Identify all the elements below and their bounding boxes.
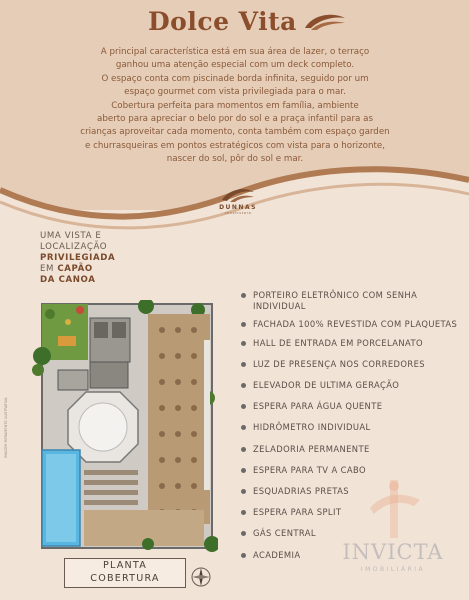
developer-name: DUNNAS: [219, 204, 257, 211]
brand: [148, 4, 347, 38]
watermark-name: INVICTA: [342, 540, 444, 564]
intro-line: nascer do sol, pôr do sol e mar.: [166, 154, 304, 165]
intro-line: O espaço conta com piscinade borda infinita, seguido por um: [101, 73, 369, 84]
watermark: [320, 478, 466, 598]
headline-line-bold: CAPÃO: [57, 264, 93, 274]
headline-line: UMA VISTA E: [40, 231, 102, 241]
feature-item: ESQUADRIAS PRETAS: [241, 486, 466, 497]
headline-line: DA CANOA: [40, 275, 96, 285]
intro-line: espaço gourmet com vista privilegiada para o mar.: [124, 87, 346, 98]
brand-name: Dolce Vita: [148, 6, 297, 36]
feature-item: HIDRÔMETRO INDIVIDUAL: [241, 422, 466, 433]
feature-item: ESPERA PARA SPLIT: [241, 507, 466, 518]
feature-item: ELEVADOR DE ULTIMA GERAÇÃO: [241, 380, 466, 391]
plan-caption: [64, 558, 186, 588]
developer-logo: [208, 184, 268, 215]
intro-text: [40, 46, 430, 167]
intro-line: A principal característica está em sua área de lazer, o terraço: [100, 47, 370, 57]
feature-item: HALL DE ENTRADA EM PORCELANATO: [241, 338, 466, 349]
floor-plan: [28, 300, 218, 552]
plan-caption-line2: COBERTURA: [90, 573, 160, 584]
invicta-mark-icon: [366, 478, 422, 540]
floor-plan-illustration: [28, 300, 218, 552]
feature-item: ESPERA PARA TV A CABO: [241, 465, 466, 476]
intro-line: crianças aproveitar cada momento, conta também com espaço garden: [80, 127, 390, 138]
headline-line: LOCALIZAÇÃO: [40, 242, 108, 252]
intro-line: ganhou uma atenção especial com um deck completo.: [115, 60, 355, 71]
feature-item: PORTEIRO ELETRÔNICO COM SENHA INDIVIDUAL: [241, 290, 466, 312]
feature-item: LUZ DE PRESENÇA NOS CORREDORES: [241, 359, 466, 370]
intro-line: e churrasqueiras em pontos estratégicos com vista para o horizonte,: [84, 140, 385, 151]
intro-line: Cobertura perfeita para momentos em família, ambiente: [111, 100, 359, 111]
illustrative-note: IMAGEM MERAMENTE ILUSTRATIVA: [4, 397, 8, 458]
feature-item: ACADEMIA: [241, 550, 466, 561]
headline-line-prefix: EM: [40, 264, 58, 274]
developer-tagline: construtora: [224, 211, 252, 215]
headline-line: PRIVILEGIADA: [40, 253, 116, 263]
intro-line: aberto para apreciar o belo por do sol e a praça infantil para as: [97, 114, 373, 125]
headline: [40, 231, 170, 286]
watermark-sub: IMOBILIÁRIA: [360, 566, 426, 573]
vertical-note: [2, 380, 10, 460]
compass-rose-icon: [190, 566, 212, 588]
wave-logo-icon: [303, 10, 347, 32]
plan-caption-line1: PLANTA: [103, 560, 147, 571]
feature-item: ZELADORIA PERMANENTE: [241, 444, 466, 455]
feature-item: GÁS CENTRAL: [241, 528, 466, 539]
feature-item: FACHADA 100% REVESTIDA COM PLAQUETAS: [241, 319, 466, 330]
dunnas-dune-icon: [218, 184, 258, 204]
feature-item: ESPERA PARA ÁGUA QUENTE: [241, 401, 466, 412]
